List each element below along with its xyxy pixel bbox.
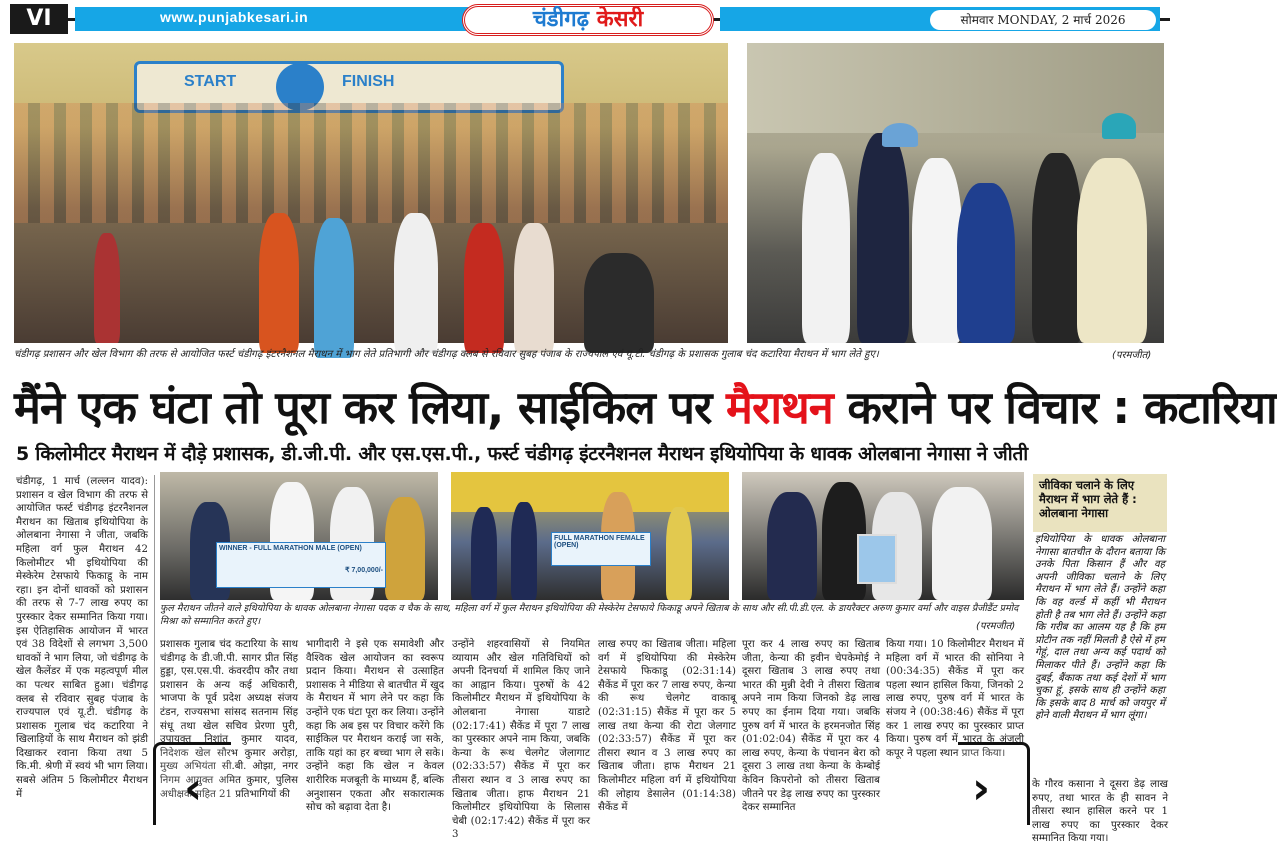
sidebar-heading: जीविका चलाने के लिए मैराथन में भाग लेते हैं : ओलबाना नेगासा xyxy=(1033,474,1167,532)
headline xyxy=(14,378,1277,438)
sidebar-box xyxy=(1033,474,1167,774)
chevron-left-icon: ‹ xyxy=(184,763,203,814)
article-column-6: पूरा कर 4 लाख रुपए का खिताब जीता, केन्या की इवीन चेपकेमोई ने दूसरा खिताब 3 लाख रुपए तथा भारत की मुन्नी देवी ने तीसरा खिताब अपने नाम किया जिनको डेढ़ लाख रुपए का ईनाम दिया गया। जबकि पुरुष वर्ग में भारत के हरमनजोत सिंह (01:02:04) सैकेंड में पूरा कर 4 लाख रुपए, केन्या के पंचानन बेरा को दूसरा 3 लाख तथा केन्या के केम्बोई केविन किपरोनो को तीसरा खिताब जीतने पर डेढ़ लाख रुपए का पुरस्कार देकर सम्मानित xyxy=(742,639,880,814)
subheadline: 5 किलोमीटर मैराथन में दौड़े प्रशासक, डी.जी.पी. और एस.एस.पी., फर्स्ट चंडीगढ़ इंटरनैशनल मैराथन इथियोपिया के धावक ओलबाना नेगासा ने जीती xyxy=(16,443,1029,465)
masthead-city: चंडीगढ़ xyxy=(532,7,590,32)
top-photo-credit: (परमजीत) xyxy=(1112,350,1152,361)
issue-date: सोमवार MONDAY, 2 मार्च 2026 xyxy=(930,10,1156,30)
marathon-start-photo xyxy=(14,43,728,343)
masthead-logo xyxy=(462,4,714,36)
article-column-5: लाख रुपए का खिताब जीता। महिला वर्ग में इथियोपिया की मेस्केरेम टेसफाये फिकाडू (02:31:14) सैकेंड में पूरा कर 7 लाख रुपए, केन्या की रूथ चेलगेट वाकाबू (02:31:15) सैकेंड में पूरा कर 5 लाख तथा केन्या की रोटा जेलगाट (02:33:57) सैकेंड में पूरा कर तीसरा स्थान व 3 लाख रुपए का खिताब जीता। हाफ मैराथन 21 किलोमीटर महिला वर्ग में इथियोपिया की लोहाय डेसालेन (01:14:38) सैकेंड में xyxy=(598,639,736,814)
cheque-label-female: FULL MARATHON FEMALE (OPEN) xyxy=(551,532,651,566)
top-photo-caption: चंडीगढ़ प्रशासन और खेल विभाग की तरफ से आयोजित फर्स्ट चंडीगढ़ इंटरनैशनल मैराथन में भाग लेते प्रतिभागी और चंडीगढ़ क्लब से रविवार सुबह पंजाब के राज्यपाल एवं यू.टी. चंडीगढ़ के प्रशासक गुलाब चंद कटारिया मैराथन में भाग लेते हुए। xyxy=(14,349,879,360)
administrator-walk-photo xyxy=(747,43,1164,343)
cheque-label: WINNER - FULL MARATHON MALE (OPEN) xyxy=(219,545,362,552)
next-page-button[interactable] xyxy=(958,742,1030,825)
headline-part2: कराने पर विचार : कटारिया xyxy=(832,381,1277,434)
headline-part1: मैंने एक घंटा तो पूरा कर लिया, साईकिल पर xyxy=(14,381,727,434)
website-url[interactable]: www.punjabkesari.in xyxy=(160,9,309,25)
winner-female-photo xyxy=(451,472,729,600)
arch-start-label: START xyxy=(184,73,237,90)
honouring-photo xyxy=(742,472,1024,600)
article-column-8: के गौरव कसाना ने दूसरा डेढ़ लाख रुपए, तथा भारत के ही सावन ने तीसरा स्थान हासिल करने पर 1 लाख रुपए का पुरस्कार देकर सम्मानित किया गया। xyxy=(1032,779,1168,845)
sidebar-text: इथियोपिया के धावक ओलबाना नेगासा बातचीत के दौरान बताया कि उनके पिता किसान हैं और वह अपनी जीविका चलाने के लिए मैराथन में भाग लेते हैं। उन्होंने कहा कि वह वर्ल्ड में कहीं भी मैराथन होती है तब भाग लेते हैं। उन्होंने कहा कि गरीब का आलम यह है कि हम प्रोटीन तक नहीं मिलती है ऐसे में हम गेहूं, दाल तथा अन्य कई पदार्थ को मिलाकर पीते हैं। उन्होंने कहा कि दुबई, बैंकाक तथा कई देशों में भाग चुका हूं, इसके साथ ही उन्होंने कहा कि इसके बाद 8 मार्च को जयपुर में होने वाली मैराथन में भाग लूंगा। xyxy=(1035,534,1165,722)
article-column-1: चंडीगढ़, 1 मार्च (लल्लन यादव): प्रशासन व खेल विभाग की तरफ से आयोजित फर्स्ट चंडीगढ़ इंटरनैशनल मैराथन का खिताब इथियोपिया के ओलबाना नेगासा ने जीता, जबकि महिला वर्ग फुल मैराथन 42 किलोमीटर भी इथियोपिया की मेस्केरेम टेसफाये फिकाडू के नाम रहा। इन दोनों धावकों को प्रशासन की तरफ से 7-7 लाख रुपए का पुरस्कार देकर सम्मानित किया गया। इस ऐतिहासिक आयोजन में भारत एवं 38 विदेशों से लगभग 3,500 धावकों ने भाग लिया, जो चंडीगढ़ के खेल कैलेंडर में एक महत्वपूर्ण मील का पत्थर साबित हुआ। चंडीगढ़ क्लब से रविवार सुबह पंजाब के राज्यपाल एवं यू.टी. चंडीगढ़ के प्रशासक गुलाब चंद कटारिया ने खिलाड़ियों के साथ मैराथन को झंडी दिखाकर रवाना किया तथा 5 कि.मी. श्रेणी में स्वयं भी भाग लिया। सबसे अंतिम 5 किलोमीटर मैराथन में xyxy=(16,476,148,800)
mid-photo-caption: फुल मैराथन जीतने वाले इथियोपिया के धावक ओलबाना नेगासा पदक व चैक के साथ, महिला वर्ग में फुल मैराथन इथियोपिया की मेस्केरेम टेसफाये फिकाडू अपने खिताब के साथ और सी.पी.डी.एल. के डायरैक्टर अरुण कुमार वर्मा और वाइस प्रैजीडैंट प्रमोद मिश्रा को सम्मानित करते हुए। xyxy=(160,603,1019,627)
article-column-2: प्रशासक गुलाब चंद कटारिया के साथ चंडीगढ़ के डी.जी.पी. सागर प्रीत सिंह हुड्डा, एस.एस.पी. कंवरदीप कौर तथा प्रशासन के अन्य कई अधिकारी, भाजपा के पूर्व प्रदेश अध्यक्ष संजय टंडन, राज्यसभा सांसद सतनाम सिंह संधू तथा खेल सचिव प्रेरणा पुरी, उपायुक्त निशांत कुमार यादव, निदेशक खेल सौरभ कुमार अरोड़ा, मुख्य अभियंता सी.बी. ओझा, नगर निगम आयुक्त अमित कुमार, पुलिस अधीक्षक सहित 21 प्रतिभागियों की xyxy=(160,639,298,800)
arch-finish-label: FINISH xyxy=(342,73,395,90)
page-number: VI xyxy=(10,4,68,34)
cheque-amount: ₹ 7,00,000/- xyxy=(345,567,383,574)
article-column-7: किया गया। 10 किलोमीटर मैराथन में महिला वर्ग में भारत की सोनिया ने (00:34:35) सैकेंड में पूरा कर पहला स्थान हासिल किया, जिनको 2 लाख रुपए, पुरुष वर्ग में भारत के संजय ने (00:38:46) सैकेंड में पूरा कर 1 लाख रुपए का पुरस्कार प्राप्त किया। पुरुष वर्ग में भारत के अंजली कपूर ने पहला स्थान प्राप्त किया। xyxy=(886,639,1024,759)
winner-male-photo xyxy=(160,472,438,600)
masthead-name: केसरी xyxy=(596,7,644,32)
article-column-4: उन्होंने शहरवासियों से नियमित व्यायाम और खेल गतिविधियों को अपनी दिनचर्या में शामिल किए जाने का आह्वान किया। पुरुषों के 42 किलोमीटर मैराथन में इथियोपिया के ओलबाना नेगासा याडाटे (02:17:41) सैकेंड में पूरा 7 लाख का पुरस्कार अपने नाम किया, जबकि केन्या के रूथ चेलगेट जेलागाट (02:33:57) सैकेंड में पूरा कर तीसरा स्थान व 3 लाख रुपए का खिताब जीता। हाफ मैराथन 21 किलोमीटर इथियोपिया के सिलास चेबी (02:17:42) सैकेंड में पूरा कर 3 xyxy=(452,639,590,841)
article-column-3: भागीदारी ने इसे एक समावेशी और वैश्विक खेल आयोजन का स्वरूप प्रदान किया। मैराथन से उत्साहित प्रशासक ने मीडिया से बातचीत में खुद के मैराथन में भाग लेने पर कहा कि उन्होंने एक घंटा पूरा कर लिया। उन्होंने कहा कि अब इस पर विचार करेंगे कि साईकिल पर मैराथन कराई जा सके, ताकि यहां का हर बच्चा भाग ले सके। उन्होंने कहा कि खेल न केवल शारीरिक मजबूती के माध्यम हैं, बल्कि अनुशासन एकता और सकारात्मक सोच को बढ़ावा देता है। xyxy=(306,639,444,814)
previous-page-button[interactable] xyxy=(153,742,231,825)
page-header xyxy=(10,4,1170,34)
headline-highlight: मैराथन xyxy=(726,381,833,434)
chevron-right-icon: › xyxy=(972,763,991,814)
mid-photo-credit: (परमजीत) xyxy=(976,621,1016,632)
